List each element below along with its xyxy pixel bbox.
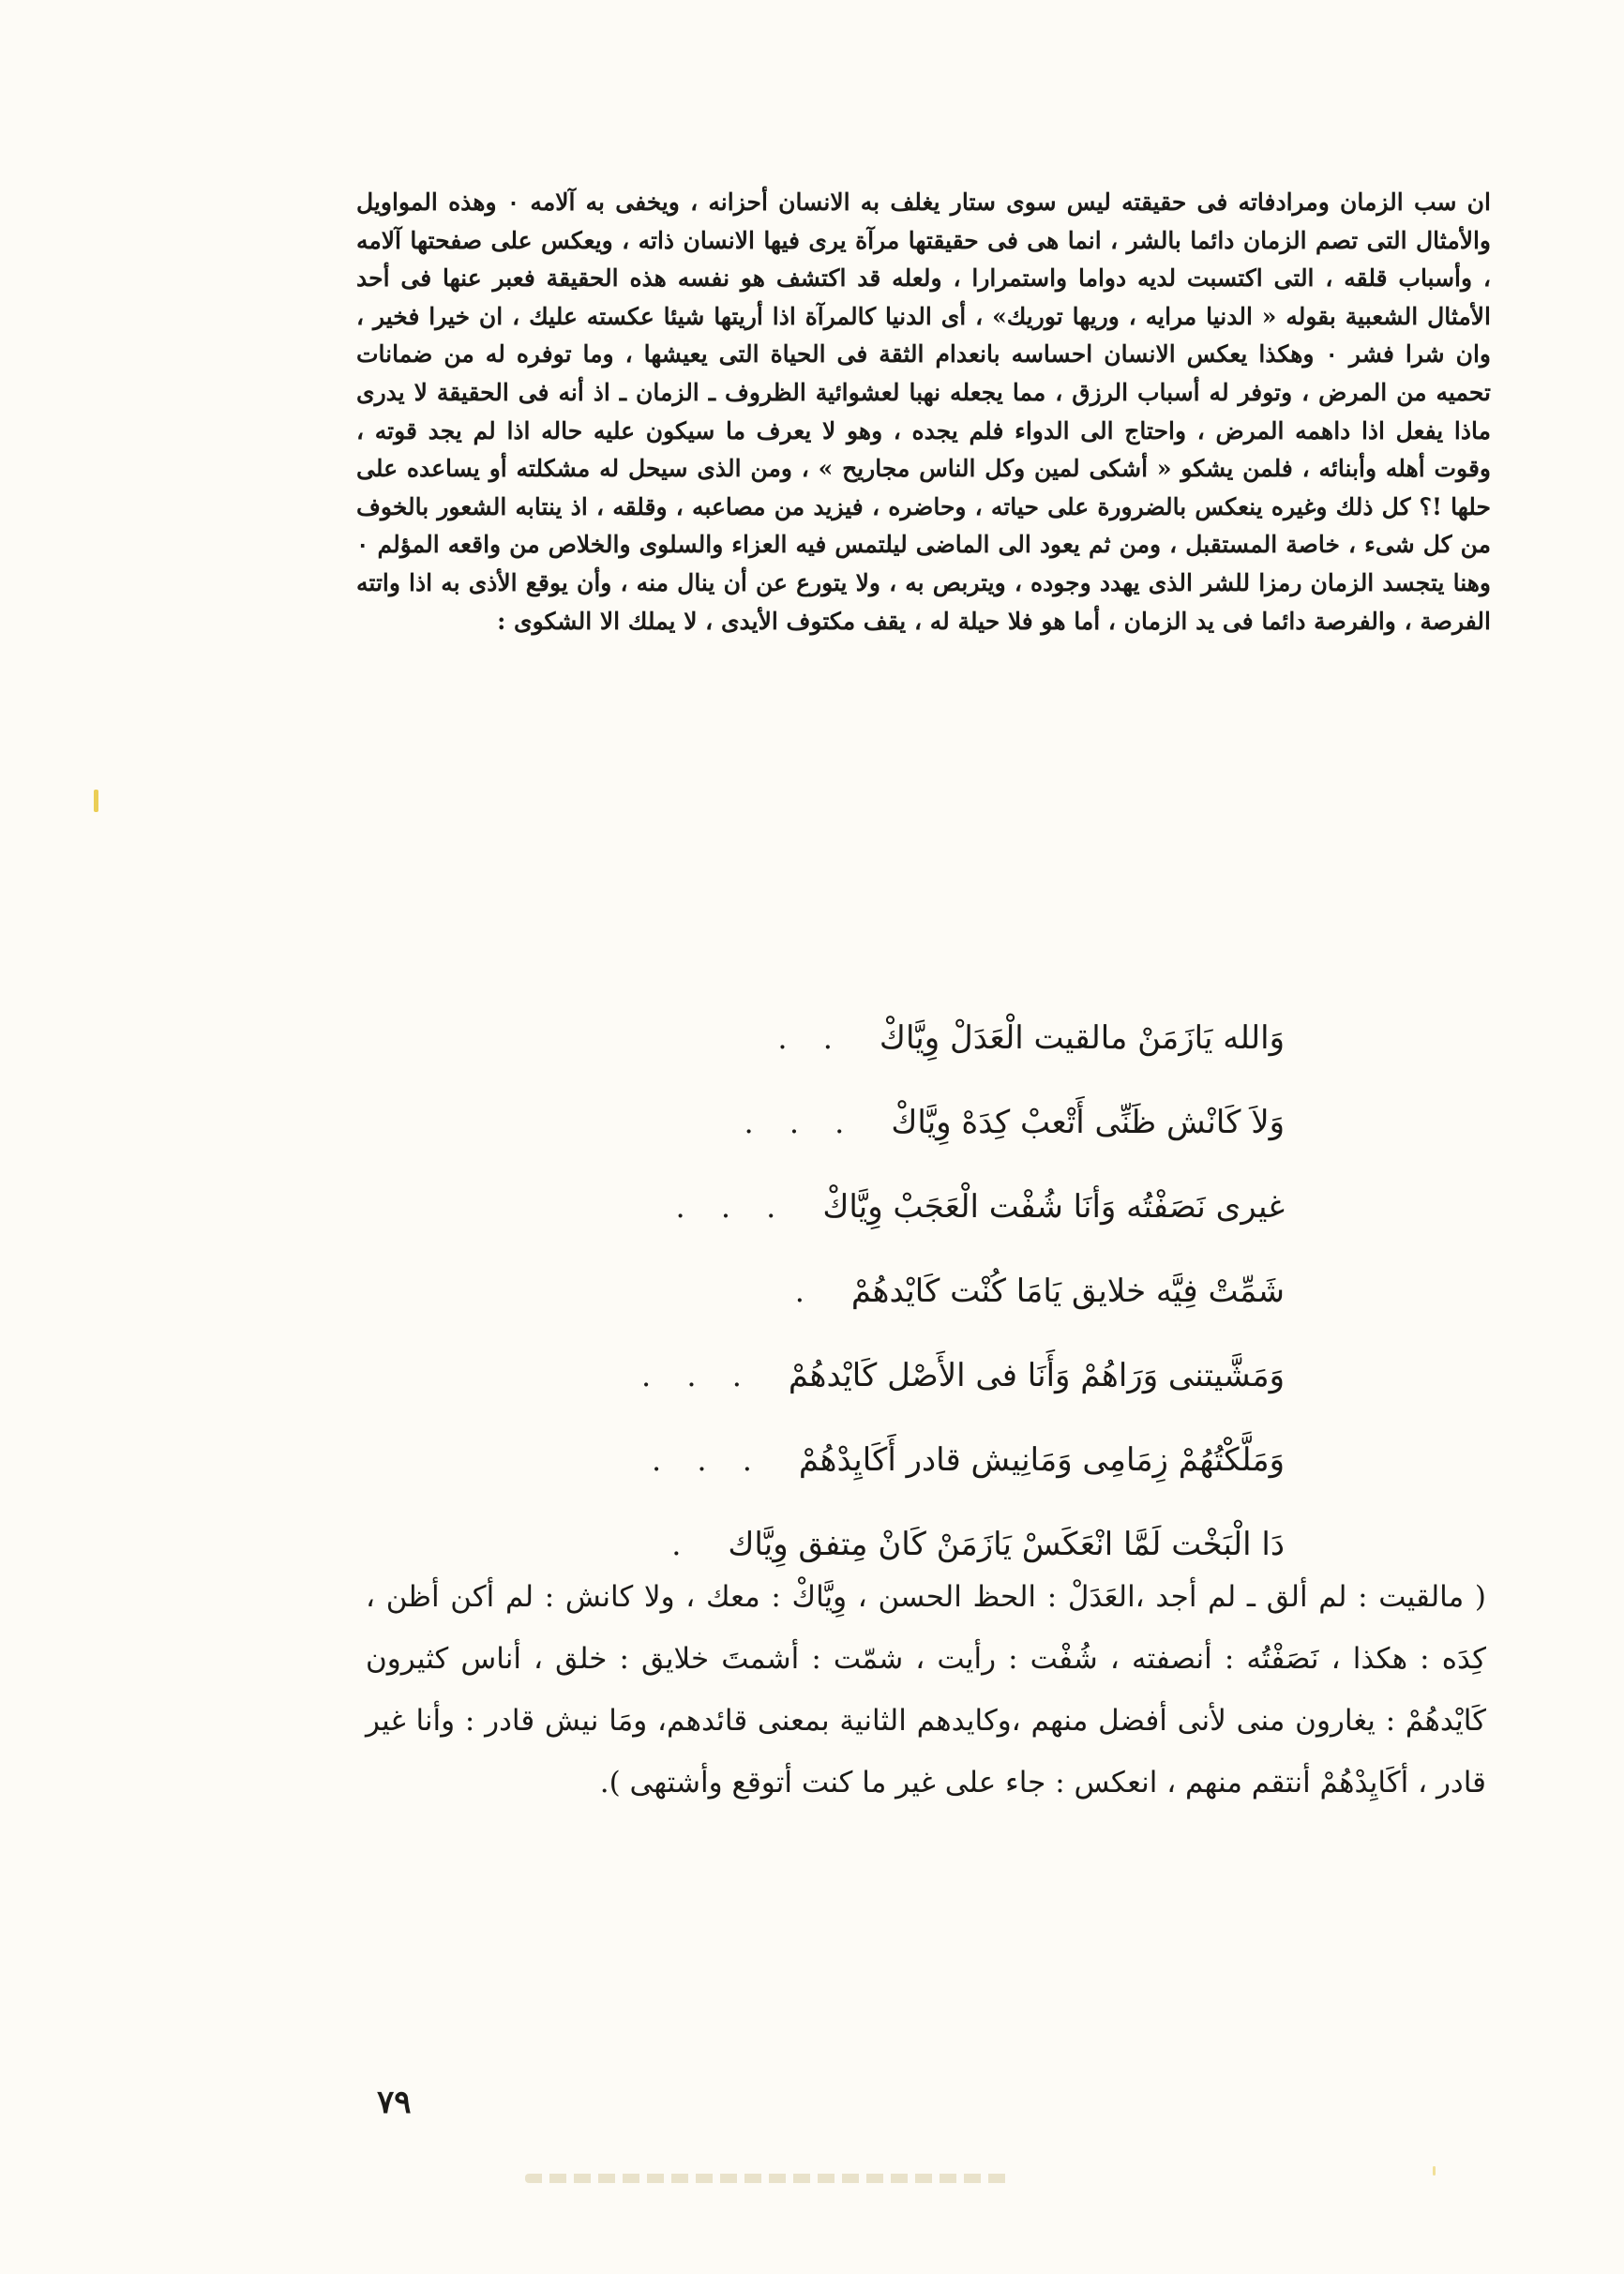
verse-text: وَمَلَّكْتُهُمْ زِمَامِى وَمَانِيش قادر أَكَايِدْهُمْ (798, 1441, 1285, 1479)
page-number: ٧٩ (377, 2084, 412, 2121)
faded-footer-stamp (525, 2174, 1013, 2183)
poem-verse-6 (506, 1418, 1285, 1502)
verse-ellipsis: . . . (744, 1105, 858, 1140)
verse-text: غيرى نَصَفْتُه وَأنَا شُفْت الْعَجَبْ وِيَّاكْ (822, 1188, 1285, 1226)
poem-verse-1 (506, 996, 1285, 1080)
glossary-text: ( مالقيت : لم ألق ـ لم أجد ،العَدَلْ : الحظ الحسن ، وِيَّاكْ : معك ، ولا كانش : لم أكن أظن ، كِدَه : هكذا ، نَصَفْتُه : أنصفته ، شُفْت : رأيت ، شمّت : أشمتَ خلايق : خلق ، أناس كثيرون كَايْدهُمْ : يغارون منى لأنى أفضل منهم ،وكايدهم الثانية بمعنى قائدهم، ومَا نيش قادر : وأنا غير قادر ، أكَايِدْهُمْ أنتقم منهم ، انعكس : جاء على غير ما كنت أتوقع وأشتهى ). (366, 1580, 1486, 1800)
verse-ellipsis: . . . (652, 1442, 765, 1478)
glossary-note (366, 1566, 1486, 1814)
verse-text: شَمِّتْ فِيَّه خلايق يَامَا كُنْت كَايْدهُمْ (850, 1273, 1285, 1310)
paper-stain-mark (94, 790, 98, 812)
verse-text: وَمَشَّيتنى وَرَاهُمْ وَأَنَا فى الأَصْل كَايْدهُمْ (788, 1357, 1285, 1394)
poem-verse-4 (506, 1249, 1285, 1333)
prose-paragraph-block (356, 184, 1491, 640)
prose-paragraph: ان سب الزمان ومرادفاته فى حقيقته ليس سوى ستار يغلف به الانسان أحزانه ، ويخفى به آلامه ٠ وهذه المواويل والأمثال التى تصم الزمان دائما بالشر ، انما هى فى حقيقتها مرآة يرى فيها الانسان ذاته ، ويعكس على صفحتها آلامه ، وأسباب قلقه ، التى اكتسبت لديه دواما واستمرارا ، ولعله قد اكتشف هو نفسه هذه الحقيقة فعبر عنها فى أحد الأمثال الشعبية بقوله « الدنيا مرايه ، وريها توريك» ، أى الدنيا كالمرآة اذا أريتها شيئا عكسته عليك ، ان خيرا فخير ، وان شرا فشر ٠ وهكذا يعكس الانسان احساسه بانعدام الثقة فى الحياة التى يعيشها ، وما توفره له من ضمانات تحميه من المرض ، وتوفر له أسباب الرزق ، مما يجعله نهبا لعشوائية الظروف ـ الزمان ـ اذ أنه فى الحقيقة لا يدرى ماذا يفعل اذا داهمه المرض ، واحتاج الى الدواء فلم يجده ، وهو لا يعرف ما سيكون عليه حاله اذا لم يجد قوته ، وقوت أهله وأبنائه ، فلمن يشكو « أشكى لمين وكل الناس مجاريح » ، ومن الذى سيحل له مشكلته أو يساعده على حلها !؟ كل ذلك وغيره ينعكس بالضرورة على حياته ، وحاضره ، فيزيد من مصاعبه ، وقلقه ، اذ ينتابه الشعور بالخوف من كل شىء ، خاصة المستقبل ، ومن ثم يعود الى الماضى ليلتمس فيه العزاء والسلوى والخلاص من واقعه المؤلم ٠ وهنا يتجسد الزمان رمزا للشر الذى يهدد وجوده ، ويتربص به ، ولا يتورع عن أن ينال منه ، وأن يوقع الأذى به اذا واتته الفرصة ، والفرصة دائما فى يد الزمان ، أما هو فلا حيلة له ، يقف مكتوف الأيدى ، لا يملك الا الشكوى : (356, 188, 1491, 635)
verse-text: وَالله يَازَمَنْ مالقيت الْعَدَلْ وِيَّاكْ (879, 1019, 1285, 1057)
verse-ellipsis: . (794, 1273, 818, 1309)
poem-verse-2 (506, 1080, 1285, 1165)
poem-verse-5 (506, 1333, 1285, 1418)
verse-ellipsis: . . (777, 1020, 846, 1056)
verse-ellipsis: . (671, 1527, 695, 1562)
verse-ellipsis: . . . (641, 1358, 755, 1393)
paper-stain-mark (1433, 2166, 1436, 2176)
poem-stanza (506, 996, 1285, 1587)
verse-text: دَا الْبَخْت لَمَّا انْعَكَسْ يَازَمَنْ كَانْ مِتفق وِيَّاك (728, 1526, 1285, 1563)
verse-text: وَلاَ كَانْش ظَنِّى أَتْعبْ كِدَهْ وِيَّاكْ (891, 1104, 1285, 1141)
poem-verse-3 (506, 1165, 1285, 1249)
verse-ellipsis: . . . (675, 1189, 789, 1225)
